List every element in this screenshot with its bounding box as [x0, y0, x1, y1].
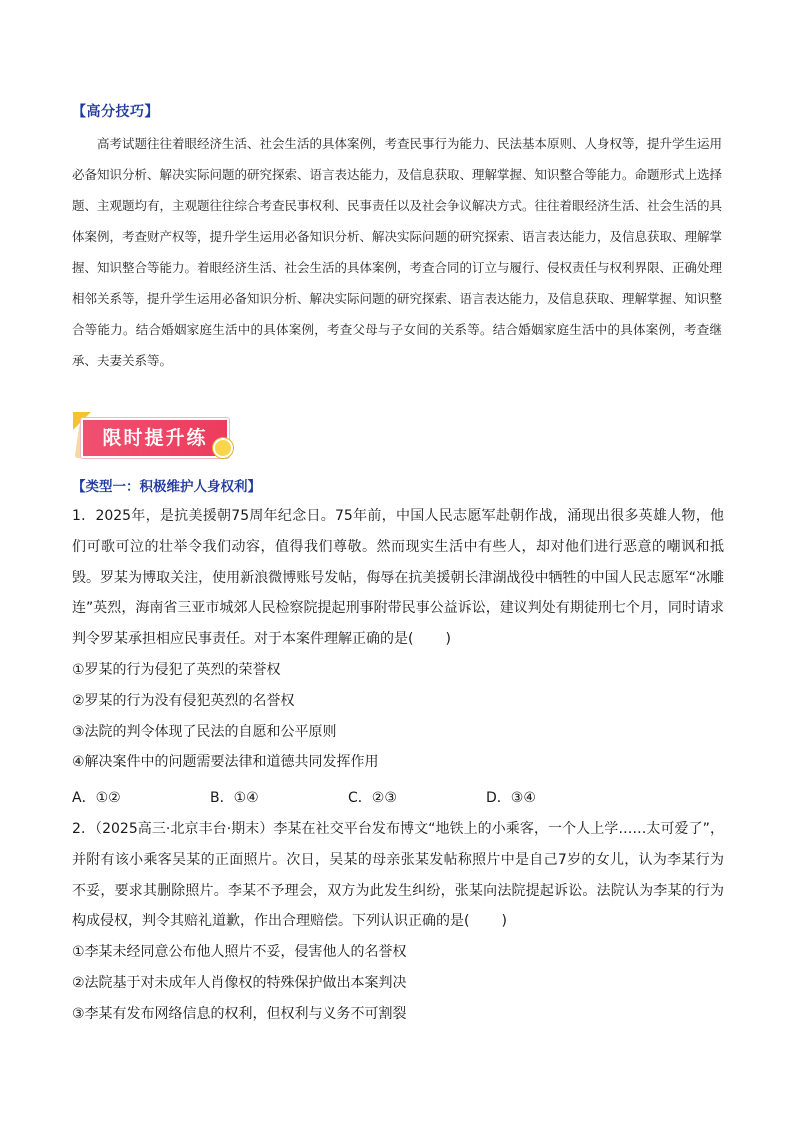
question-paren-close: ) — [501, 913, 507, 930]
tips-paragraph: 高考试题往往着眼经济生活、社会生活的具体案例，考查民事行为能力、民法基本原则、人身权等，提升学生运用必备知识分析、解决实际问题的研究探索、语言表达能力，及信息获取、理解掌握、知识整合等能力。命题形式上选择题、主观题均有，主观题往往综合考查民事权利、民事责任以及社会争议解决方式。往往着眼经济生活、社会生活的具体案例，考查财产权等，提升学生运用必备知识分析、解决实际问题的研究探索、语言表达能力，及信息获取、理解掌握、知识整合等能力。着眼经济生活、社会生活的具体案例，考查合同的订立与履行、侵权责任与权利界限、正确处理相邻关系等，提升学生运用必备知识分析、解决实际问题的研究探索、语言表达能力，及信息获取、理解掌握、知识整合等能力。结合婚姻家庭生活中的具体案例，考查父母与子女间的关系等。结合婚姻家庭生活中的具体案例，考查继承、夫妻关系等。 — [72, 136, 723, 368]
question-1 — [72, 501, 724, 778]
question-paren-close: ) — [445, 631, 451, 648]
question-stem — [72, 814, 724, 937]
question-stem-text: 2．（2025高三·北京丰台·期末）李某在社交平台发布博文“地铁上的小乘客，一个人上学……太可爱了”，并附有该小乘客吴某的正面照片。次日，吴某的母亲张某发帖称照片中是自己7岁的女儿，认为李某行为不妥，要求其删除照片。李某不予理会，双方为此发生纠纷，张某向法院提起诉讼。法院认为李某的行为构成侵权，判令其赔礼道歉，作出合理赔偿。下列认识正确的是( — [72, 821, 724, 930]
option-item: ④解决案件中的问题需要法律和道德共同发挥作用 — [72, 754, 379, 771]
option-item: ②罗某的行为没有侵犯英烈的名誉权 — [72, 692, 295, 709]
choice-a: A．①② — [72, 790, 121, 806]
practice-banner — [73, 412, 233, 464]
question-stem-text: 1．2025年，是抗美援朝75周年纪念日。75年前，中国人民志愿军赴朝作战，涌现出很多英雄人物，他们可歌可泣的壮举令我们动容，值得我们尊敬。然而现实生活中有些人，却对他们进行恶意的嘲讽和抵毁。罗某为博取关注，使用新浪微博账号发帖，侮辱在抗美援朝长津湖战役中牺牲的中国人民志愿军“冰雕连”英烈，海南省三亚市城郊人民检察院提起刑事附带民事公益诉讼，建议判处有期徒刑七个月，同时请求判令罗某承担相应民事责任。对于本案件理解正确的是( — [72, 508, 724, 648]
answer-choices — [72, 786, 724, 810]
option-item: ②法院基于对未成年人肖像权的特殊保护做出本案判决 — [72, 974, 407, 991]
type-title: 【类型一：积极维护人身权利】 — [72, 479, 261, 495]
section-title: 【高分技巧】 — [72, 104, 159, 120]
option-item: ③法院的判令体现了民法的自愿和公平原则 — [72, 723, 337, 740]
choice-b: B．①④ — [210, 790, 259, 806]
coin-icon — [213, 438, 233, 458]
question-stem — [72, 501, 724, 655]
option-item: ③李某有发布网络信息的权利，但权利与义务不可割裂 — [72, 1005, 407, 1022]
banner-label: 限时提升练 — [81, 418, 229, 458]
question-2 — [72, 814, 724, 1030]
option-item: ①罗某的行为侵犯了英烈的荣誉权 — [72, 661, 281, 678]
choice-d: D．③④ — [486, 790, 536, 806]
option-item: ①李某未经同意公布他人照片不妥，侵害他人的名誉权 — [72, 944, 407, 961]
choice-c: C．②③ — [348, 790, 397, 806]
